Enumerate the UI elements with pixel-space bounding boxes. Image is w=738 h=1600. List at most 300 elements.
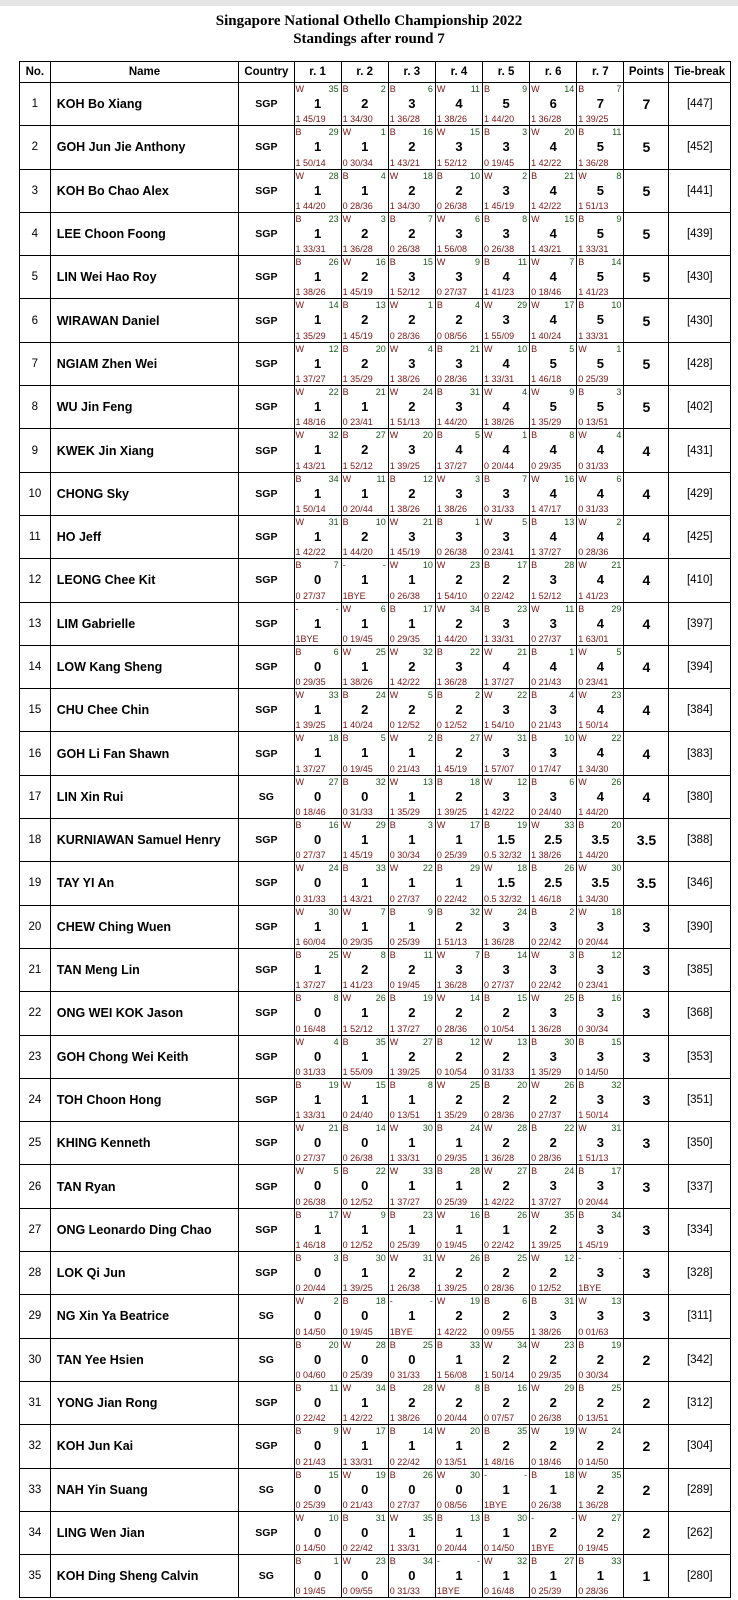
game-result: 0 30/34: [389, 850, 420, 861]
game-result: 0 19/45: [342, 1326, 373, 1337]
cumulative-points: 2: [596, 1524, 604, 1540]
game-result: 0 22/42: [531, 936, 562, 947]
opponent-number: 5: [475, 430, 481, 441]
cumulative-points: 2: [408, 1005, 416, 1021]
disc-color: B: [484, 560, 491, 571]
opponent-number: 12: [611, 949, 622, 960]
cumulative-points: 0: [313, 1568, 322, 1584]
game-result: 1 42/22: [295, 547, 326, 558]
player-tiebreak: [385]: [669, 948, 731, 991]
disc-color: W: [295, 1512, 305, 1523]
disc-color: B: [578, 1209, 585, 1220]
cumulative-points: 2.5: [544, 875, 563, 891]
player-tiebreak: [441]: [669, 169, 731, 212]
cumulative-points: 1: [502, 1221, 510, 1237]
game-result: 0 29/35: [436, 1153, 467, 1164]
cumulative-points: 5: [596, 269, 604, 285]
disc-color: B: [531, 343, 538, 354]
player-name: NAH Yin Suang: [50, 1468, 239, 1511]
opponent-number: 15: [328, 1469, 339, 1480]
player-rank: 15: [20, 689, 51, 732]
player-row: [20, 1295, 731, 1338]
disc-color: B: [389, 1209, 396, 1220]
disc-color: W: [531, 949, 540, 960]
opponent-number: 11: [329, 1382, 339, 1393]
opponent-number: 18: [611, 906, 622, 917]
cumulative-points: 2: [549, 1524, 557, 1540]
round-4-cell: [435, 905, 482, 948]
opponent-number: 34: [611, 1209, 622, 1220]
game-result: 0 29/35: [342, 936, 373, 947]
header-points: Points: [624, 62, 669, 83]
opponent-number: 10: [517, 343, 528, 354]
round-3-cell: [388, 992, 435, 1035]
opponent-number: 21: [470, 343, 481, 354]
round-2-cell: [341, 429, 388, 472]
round-3-cell: [388, 1295, 435, 1338]
game-result: 1 37/27: [295, 763, 326, 774]
round-2-cell: [341, 515, 388, 558]
cumulative-points: 0: [313, 1265, 322, 1281]
opponent-number: 28: [517, 1123, 528, 1134]
cumulative-points: 1: [408, 918, 416, 934]
cumulative-points: 2: [455, 1308, 463, 1324]
game-result: 0 20/44: [436, 1413, 467, 1424]
game-result: 0.5 32/32: [484, 850, 522, 861]
disc-color: W: [295, 300, 305, 311]
game-result: 1 34/30: [578, 763, 609, 774]
player-points: 5: [624, 342, 669, 385]
game-result: 0 22/42: [531, 980, 562, 991]
cumulative-points: 0: [361, 1351, 369, 1367]
player-rank: 17: [20, 775, 51, 818]
game-result: 1 38/26: [531, 1326, 562, 1337]
opponent-number: 27: [328, 776, 339, 787]
player-rank: 24: [20, 1078, 51, 1121]
disc-color: W: [389, 300, 399, 311]
round-3-cell: [388, 1122, 435, 1165]
round-5-cell: [483, 1381, 530, 1424]
disc-color: W: [295, 516, 305, 527]
opponent-number: 27: [375, 430, 386, 441]
cumulative-points: 3: [455, 225, 463, 241]
game-result: 0 12/52: [342, 1196, 373, 1207]
cumulative-points: 3: [502, 788, 510, 804]
cumulative-points: 3: [502, 615, 510, 631]
game-result: 0 14/50: [578, 1066, 609, 1077]
cumulative-points: 5: [549, 399, 557, 415]
round-6-cell: [530, 819, 577, 862]
round-4-cell: [435, 689, 482, 732]
cumulative-points: 1: [313, 961, 322, 977]
game-result: 0 22/42: [295, 1413, 326, 1424]
game-result: 1 50/14: [578, 1110, 609, 1121]
round-6-cell: [530, 689, 577, 732]
cumulative-points: 4: [596, 702, 604, 718]
round-1-cell: [294, 559, 341, 602]
game-result: 1 37/27: [389, 1196, 420, 1207]
opponent-number: 30: [611, 863, 622, 874]
player-tiebreak: [346]: [669, 862, 731, 905]
opponent-number: 4: [569, 690, 575, 701]
player-row: [20, 1252, 731, 1295]
game-result: 0 21/43: [295, 1456, 326, 1467]
cumulative-points: 0: [313, 875, 322, 891]
player-rank: 13: [20, 602, 51, 645]
player-tiebreak: [452]: [669, 126, 731, 169]
opponent-number: 32: [375, 776, 386, 787]
round-3-cell: [388, 689, 435, 732]
cumulative-points: 0: [313, 1308, 322, 1324]
player-country: SG: [239, 1295, 294, 1338]
game-result: 1 36/28: [578, 157, 609, 168]
cumulative-points: 1: [455, 1568, 463, 1584]
round-1-cell: [294, 126, 341, 169]
cumulative-points: 0: [313, 1178, 322, 1194]
game-result: 0 22/42: [484, 1240, 515, 1251]
cumulative-points: 2: [408, 1048, 416, 1064]
opponent-number: 25: [375, 646, 386, 657]
player-name: KOH Bo Xiang: [50, 83, 239, 126]
opponent-number: 25: [517, 1253, 528, 1264]
opponent-number: 15: [375, 1079, 386, 1090]
opponent-number: 2: [380, 84, 386, 94]
round-4-cell: [435, 1122, 482, 1165]
round-1-cell: [294, 1425, 341, 1468]
game-result: 1 37/27: [389, 1023, 420, 1034]
player-name: KOH Bo Chao Alex: [50, 169, 239, 212]
round-4-cell: [435, 559, 482, 602]
opponent-number: 9: [380, 1209, 386, 1220]
disc-color: B: [436, 1123, 443, 1134]
opponent-number: 9: [475, 257, 481, 268]
game-result: 0 29/35: [531, 460, 562, 471]
opponent-number: 31: [328, 516, 339, 527]
opponent-number: 27: [470, 733, 481, 744]
game-result: 0 10/54: [436, 1066, 467, 1077]
disc-color: W: [389, 646, 399, 657]
opponent-number: 32: [470, 906, 481, 917]
round-2-cell: [341, 1425, 388, 1468]
cumulative-points: 1: [408, 1135, 416, 1151]
cumulative-points: 1: [408, 1438, 416, 1454]
round-7-cell: [577, 1078, 624, 1121]
round-5-cell: [483, 1425, 530, 1468]
round-7-cell: [577, 1511, 624, 1554]
cumulative-points: 3: [455, 528, 463, 544]
disc-color: B: [484, 1296, 491, 1307]
game-result: 1 33/31: [295, 244, 326, 255]
cumulative-points: 7: [596, 96, 604, 111]
disc-color: B: [342, 776, 349, 787]
game-result: 0 25/39: [436, 850, 467, 861]
player-name: ONG WEI KOK Jason: [50, 992, 239, 1035]
game-result: 0 07/57: [484, 1413, 515, 1424]
game-result: 0 19/45: [342, 633, 373, 644]
player-country: SGP: [239, 169, 294, 212]
round-7-cell: [577, 83, 624, 126]
disc-color: B: [295, 1209, 302, 1220]
game-result: 1BYE: [342, 590, 366, 601]
opponent-number: 35: [517, 1426, 528, 1437]
cumulative-points: 3: [502, 312, 510, 328]
disc-color: B: [436, 646, 443, 657]
disc-color: W: [531, 820, 540, 831]
round-3-cell: [388, 1468, 435, 1511]
cumulative-points: 4: [502, 658, 510, 674]
player-rank: 6: [20, 299, 51, 342]
game-result: 0 25/39: [436, 1196, 467, 1207]
disc-color: B: [342, 690, 349, 701]
disc-color: B: [389, 127, 396, 138]
player-name: CHEW Ching Wuen: [50, 905, 239, 948]
opponent-number: 24: [470, 1123, 481, 1134]
disc-color: W: [436, 1426, 446, 1437]
cumulative-points: 2: [596, 1481, 604, 1497]
player-points: 4: [624, 732, 669, 775]
disc-color: W: [578, 430, 587, 441]
player-row: [20, 342, 731, 385]
round-5-cell: [483, 256, 530, 299]
disc-color: W: [531, 1382, 540, 1393]
opponent-number: -: [524, 1469, 528, 1480]
disc-color: W: [578, 516, 587, 527]
disc-color: W: [531, 387, 540, 398]
game-result: 0 08/56: [436, 1499, 467, 1510]
opponent-number: 32: [422, 646, 433, 657]
round-3-cell: [388, 429, 435, 472]
disc-color: W: [389, 560, 399, 571]
round-4-cell: [435, 342, 482, 385]
opponent-number: 11: [376, 473, 386, 484]
player-name: LING Wen Jian: [50, 1511, 239, 1554]
cumulative-points: 4: [596, 788, 604, 804]
disc-color: W: [342, 949, 352, 960]
cumulative-points: 1: [361, 658, 369, 674]
round-2-cell: [341, 1468, 388, 1511]
round-6-cell: [530, 1425, 577, 1468]
game-result: 0 26/38: [342, 1153, 373, 1164]
disc-color: W: [342, 820, 352, 831]
cumulative-points: 2: [549, 1265, 557, 1281]
opponent-number: 14: [564, 84, 575, 94]
opponent-number: 27: [422, 1036, 433, 1047]
round-7-cell: [577, 1208, 624, 1251]
disc-color: B: [484, 1426, 491, 1437]
game-result: 0 14/50: [578, 1456, 609, 1467]
opponent-number: 5: [333, 1166, 339, 1177]
round-6-cell: [530, 1381, 577, 1424]
opponent-number: 10: [611, 300, 622, 311]
opponent-number: 17: [328, 1209, 339, 1220]
cumulative-points: 2: [455, 312, 463, 328]
round-7-cell: [577, 1381, 624, 1424]
cumulative-points: 2: [408, 312, 416, 328]
cumulative-points: 2: [408, 139, 416, 155]
round-7-cell: [577, 645, 624, 688]
game-result: 1 52/12: [342, 1023, 373, 1034]
opponent-number: 22: [517, 690, 528, 701]
cumulative-points: 2: [502, 1308, 510, 1324]
round-4-cell: [435, 732, 482, 775]
disc-color: B: [578, 1036, 585, 1047]
disc-color: W: [295, 733, 305, 744]
round-4-cell: [435, 645, 482, 688]
cumulative-points: 4: [549, 225, 557, 241]
player-name: HO Jeff: [50, 515, 239, 558]
game-result: 0 25/39: [342, 1369, 373, 1380]
round-2-cell: [341, 1555, 388, 1598]
round-1-cell: [294, 169, 341, 212]
round-2-cell: [341, 602, 388, 645]
cumulative-points: 2: [549, 1221, 557, 1237]
round-2-cell: [341, 948, 388, 991]
game-result: 0 28/36: [484, 1110, 515, 1121]
game-result: 0 04/60: [295, 1369, 326, 1380]
game-result: 1 36/28: [436, 677, 467, 688]
player-name: ONG Leonardo Ding Chao: [50, 1208, 239, 1251]
round-6-cell: [530, 1555, 577, 1598]
player-rank: 20: [20, 905, 51, 948]
disc-color: B: [531, 1296, 538, 1307]
disc-color: W: [578, 170, 587, 181]
player-row: [20, 775, 731, 818]
game-result: 0 18/46: [531, 1456, 562, 1467]
opponent-number: 13: [422, 776, 433, 787]
round-3-cell: [388, 1252, 435, 1295]
cumulative-points: 1: [408, 875, 416, 891]
game-result: 0 20/44: [295, 1283, 326, 1294]
player-rank: 16: [20, 732, 51, 775]
game-result: 0 13/51: [578, 417, 609, 428]
player-points: 3: [624, 992, 669, 1035]
game-result: 0 14/50: [295, 1543, 326, 1554]
player-country: SG: [239, 1555, 294, 1598]
opponent-number: 21: [375, 387, 386, 398]
cumulative-points: 4: [596, 485, 604, 501]
disc-color: B: [342, 1123, 349, 1134]
player-row: [20, 992, 731, 1035]
opponent-number: 25: [422, 1339, 433, 1350]
round-1-cell: [294, 1381, 341, 1424]
round-1-cell: [294, 386, 341, 429]
opponent-number: 24: [611, 1426, 622, 1437]
player-rank: 32: [20, 1425, 51, 1468]
game-result: 0.5 32/32: [484, 893, 522, 904]
disc-color: B: [578, 820, 585, 831]
round-1-cell: [294, 689, 341, 732]
disc-color: B: [531, 1469, 538, 1480]
opponent-number: 28: [422, 1382, 433, 1393]
game-result: 0 28/36: [342, 200, 373, 211]
player-country: SGP: [239, 689, 294, 732]
round-1-cell: [294, 429, 341, 472]
cumulative-points: 0: [313, 1394, 322, 1410]
round-4-cell: [435, 1555, 482, 1598]
disc-color: W: [484, 690, 493, 701]
cumulative-points: 4: [596, 528, 604, 544]
round-5-cell: [483, 1252, 530, 1295]
player-points: 2: [624, 1338, 669, 1381]
game-result: 1 45/19: [295, 114, 326, 125]
cumulative-points: 3: [596, 1005, 604, 1021]
player-row: [20, 169, 731, 212]
disc-color: B: [295, 1426, 302, 1437]
opponent-number: 28: [470, 1166, 481, 1177]
disc-color: B: [342, 1253, 349, 1264]
game-result: 1 36/28: [531, 1023, 562, 1034]
game-result: 0 21/43: [531, 677, 562, 688]
opponent-number: 34: [517, 1339, 528, 1350]
opponent-number: 14: [375, 1123, 386, 1134]
game-result: 1 48/16: [484, 1456, 515, 1467]
player-tiebreak: [447]: [669, 83, 731, 126]
opponent-number: 22: [328, 387, 339, 398]
cumulative-points: 2: [408, 961, 416, 977]
disc-color: B: [436, 906, 443, 917]
round-5-cell: [483, 862, 530, 905]
game-result: 1 52/12: [389, 287, 420, 298]
round-4-cell: [435, 1035, 482, 1078]
cumulative-points: 2: [455, 745, 463, 761]
disc-color: W: [531, 1209, 540, 1220]
round-5-cell: [483, 1208, 530, 1251]
player-row: [20, 645, 731, 688]
disc-color: B: [578, 387, 585, 398]
round-4-cell: [435, 1208, 482, 1251]
game-result: 1 44/20: [295, 200, 326, 211]
game-result: 1 52/12: [436, 157, 467, 168]
cumulative-points: 2: [408, 485, 416, 501]
cumulative-points: 2: [549, 1394, 557, 1410]
opponent-number: 28: [328, 170, 339, 181]
cumulative-points: 1: [313, 918, 322, 934]
cumulative-points: 3: [502, 702, 510, 718]
round-5-cell: [483, 83, 530, 126]
opponent-number: 10: [328, 1512, 339, 1523]
round-1-cell: [294, 1122, 341, 1165]
opponent-number: 9: [522, 84, 528, 94]
disc-color: B: [342, 300, 349, 311]
cumulative-points: 3: [502, 225, 510, 241]
game-result: 0 28/36: [436, 374, 467, 385]
cumulative-points: 1: [408, 1178, 416, 1194]
cumulative-points: 3: [549, 1005, 557, 1021]
opponent-number: -: [429, 1296, 433, 1307]
cumulative-points: 2: [502, 1091, 510, 1107]
game-result: 1 38/26: [436, 503, 467, 514]
player-points: 2: [624, 1468, 669, 1511]
game-result: 1 46/18: [295, 1240, 326, 1251]
game-result: 1 57/07: [484, 763, 515, 774]
round-3-cell: [388, 1078, 435, 1121]
cumulative-points: 4: [455, 96, 463, 111]
round-5-cell: [483, 602, 530, 645]
player-tiebreak: [430]: [669, 256, 731, 299]
game-result: 0 31/33: [578, 460, 609, 471]
opponent-number: 15: [517, 993, 528, 1004]
disc-color: B: [295, 1339, 302, 1350]
cumulative-points: 3: [455, 139, 463, 155]
player-tiebreak: [384]: [669, 689, 731, 732]
game-result: 0 13/51: [389, 1110, 420, 1121]
opponent-number: 9: [569, 387, 575, 398]
disc-color: W: [389, 690, 399, 701]
page-title: [0, 12, 738, 48]
player-name: YONG Jian Rong: [50, 1381, 239, 1424]
disc-color: B: [436, 863, 443, 874]
opponent-number: 15: [564, 213, 575, 224]
